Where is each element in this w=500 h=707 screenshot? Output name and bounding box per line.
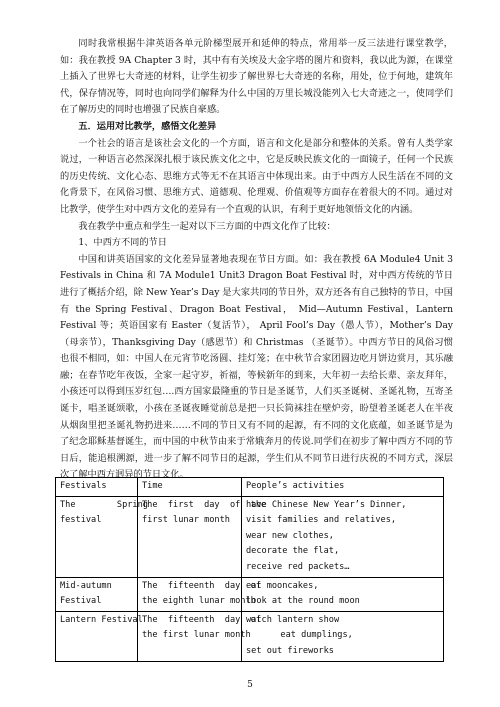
cell-line: first lunar month	[142, 515, 230, 526]
cell-line: watch lantern show	[246, 614, 340, 625]
festival-table	[55, 477, 444, 662]
cell-line: receive red packets…	[246, 561, 350, 572]
cell-line: the eighth lunar month	[142, 596, 256, 607]
cell-line: festival	[60, 515, 102, 526]
festival-cell	[56, 496, 148, 577]
cell-line: set out fireworks	[246, 645, 334, 656]
page-number: 5	[247, 680, 253, 690]
cell-line: eat dumplings,	[280, 630, 353, 641]
paragraph-festivals: 中国和讲英语国家的文化差异显著地表现在节日方面。如：我在教授 6A Module4 Unit 3 Festivals in China 和 7A Module1 Unit3 Dragon Boat Festival 时，对中西方传统的节日进行了概括介绍，除 New Year’s Day 是大家共同的节日外，双方还各有自己独特的节日，中国有 the Spring Festival、Dragon Boat Festival， Mid—Autumn Festival，Lantern Festival 等；英语国家有 Easter（复活节）， April Fool’s Day（愚人节），Mother’s Day（母亲节），Thanksgiving Day（感恩节）和 Christmas （圣诞节）。中西方节日的风俗习惯也很不相同，如：中国人在元宵节吃汤圆、挂灯笼；在中秋节合家团圆边吃月饼边赏月，其乐融融；在春节吃年夜饭，全家一起守岁，祈福，等候新年的到来，大年初一去给长辈、亲友拜年，小孩还可以得到压岁红包….西方国家最隆重的节日是圣诞节，人们买圣诞树、圣诞礼物，互寄圣诞卡，唱圣诞颂歌，小孩在圣诞夜睡觉前总是把一只长筒袜挂在壁炉旁，盼望着圣诞老人在半夜从烟囱里把圣诞礼物扔进来……不同的节日又有不同的起源，有不同的文化底蕴，如圣诞节是为了纪念耶稣基督诞生，而中国的中秋节由来于常娥奔月的传说.同学们在初步了解中西方不同的节日后，能追根溯源，进一步了解不同节日的起源，学生们从不同节日进行庆祝的不同方式，深层次了解中西方迥异的节日文化。	[60, 253, 453, 481]
body-text	[60, 36, 453, 484]
cell-line: The fifteenth day of	[142, 580, 261, 591]
cell-line: The fifteenth day of	[142, 614, 261, 625]
festival-cell	[56, 611, 143, 661]
subheading-festivals: 1、中西方不同的节日	[78, 237, 167, 249]
activities-cell	[242, 496, 444, 577]
time-cell	[138, 496, 267, 577]
header-activities: People’s activities	[242, 478, 444, 497]
table-row	[56, 496, 444, 577]
paragraph-intro: 同时我常根据牛津英语各单元阶梯型展开和延伸的特点，常用举一反三法进行课堂教学，如：我在教授 9A Chapter 3 时，其中有有关埃及大金字塔的图片和资料，我以此为源，在课堂上插入了世界七大奇迹的材料，让学生初步了解世界七大奇迹的名称，用处，位于何地，建筑年代，保存情况等，同时也向同学们解释为什么中国的万里长城没能列入七大奇迹之一，使同学们在了解历史的同时也增强了民族自豪感。	[60, 38, 453, 116]
section-heading: 五．运用对比教学，感悟文化差异	[78, 120, 217, 132]
header-festivals: Festivals	[56, 478, 138, 497]
cell-line: The Spring	[60, 499, 148, 510]
festival-cell	[56, 577, 138, 611]
cell-line: visit families and relatives,	[246, 515, 397, 526]
paragraph-culture: 一个社会的语言是该社会文化的一个方面，语言和文化是部分和整体的关系。曾有人类学家说过，一种语言必然深深扎根于该民族文化之中，它是反映民族文化的一面镜子，任何一个民族的历史传统、文化心态、思维方式等无不在其语言中体现出来。由于中西方人民生活在不同的文化背景下，在风俗习惯、思维方式、道德观、伦理观、价值观等方面存在着很大的不同。通过对比教学，使学生对中西方文化的差异有一个直观的认识，有利于更好地领悟文化的内涵。	[60, 137, 453, 215]
activities-cell	[242, 611, 444, 661]
cell-line: Festival	[60, 596, 102, 607]
cell-line: Lantern Festival	[60, 614, 143, 625]
cell-line: eat mooncakes,	[246, 580, 319, 591]
cell-line: wear new clothes,	[246, 530, 334, 541]
cell-line: have Chinese New Year’s Dinner,	[246, 499, 407, 510]
cell-line: Mid-autumn	[60, 580, 112, 591]
cell-line: The first day of the	[142, 499, 267, 510]
table-row	[56, 611, 444, 661]
time-cell	[138, 577, 261, 611]
table-header-row	[56, 478, 444, 497]
activities-cell	[242, 577, 444, 611]
table-row	[56, 577, 444, 611]
cell-line: the first lunar month	[142, 630, 251, 641]
cell-line: decorate the flat,	[246, 546, 340, 557]
time-cell	[138, 611, 261, 661]
cell-line: look at the round moon	[246, 596, 360, 607]
header-time: Time	[138, 478, 242, 497]
paragraph-comparison: 我在教学中重点和学生一起对以下三方面的中西文化作了比较：	[78, 220, 336, 232]
